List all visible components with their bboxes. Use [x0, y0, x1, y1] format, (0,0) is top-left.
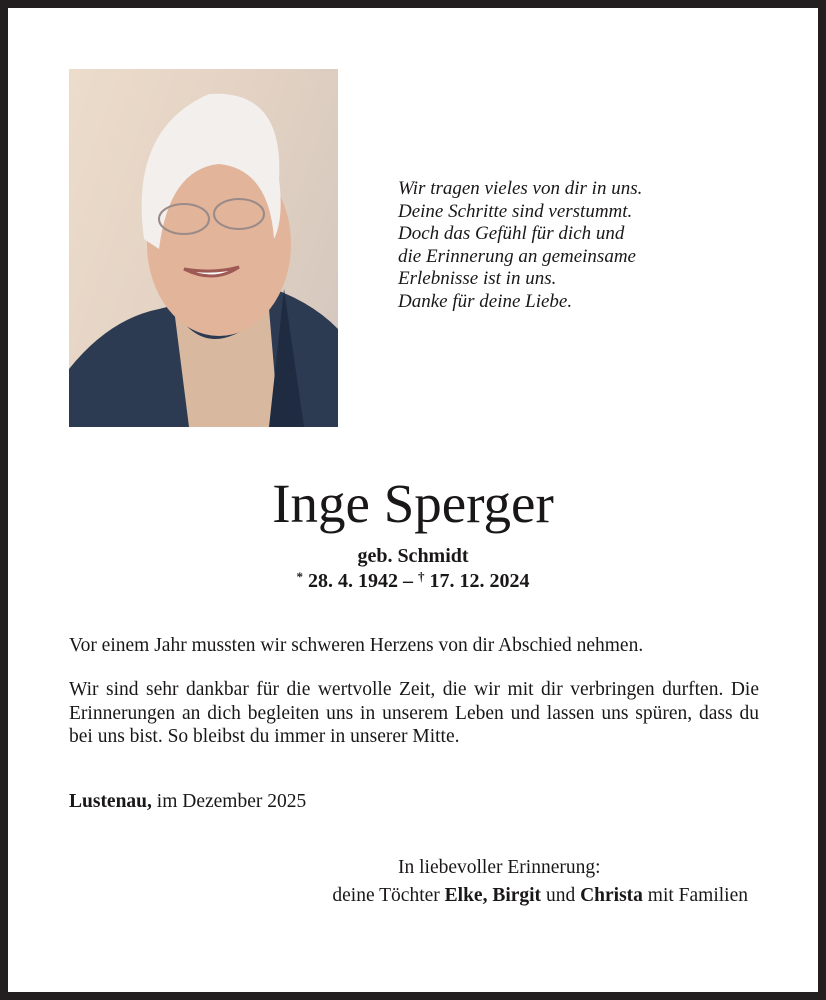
death-date: 17. 12. 2024	[429, 570, 530, 592]
poem-line: Deine Schritte sind verstummt.	[398, 200, 633, 222]
poem-line: Doch das Gefühl für dich und	[398, 223, 625, 244]
deceased-name: Inge Sperger	[272, 473, 554, 534]
date-text: im Dezember 2025	[151, 791, 307, 812]
maiden-name: geb. Schmidt	[357, 545, 469, 567]
paragraph: Wir sind sehr dankbar für die wertvolle Zeit, die wir mit dir verbringen durften. Die Erinnerungen an dich begleiten uns in unserem Leben und lassen uns spüren, dass du bei uns bist. So bleibst du immer in unserer Mitte.	[69, 679, 759, 747]
family-suffix: mit Familien	[642, 885, 748, 906]
date-dash: –	[398, 570, 418, 592]
place-date	[69, 791, 306, 813]
family-line	[332, 885, 748, 907]
obituary-page	[8, 8, 818, 992]
family-name: Christa	[580, 885, 643, 906]
poem	[398, 178, 642, 313]
poem-line: Erlebnisse ist in uns.	[398, 268, 557, 289]
poem-line: die Erinnerung an gemeinsame	[398, 245, 636, 267]
family-and: und	[541, 885, 581, 906]
birth-symbol: *	[296, 569, 303, 584]
memory-line: In liebevoller Erinnerung:	[398, 857, 601, 878]
poem-line: Wir tragen vieles von dir in uns.	[398, 178, 643, 199]
birth-date: 28. 4. 1942	[308, 570, 398, 592]
poem-line: Danke für deine Liebe.	[398, 290, 573, 312]
place: Lustenau,	[69, 791, 152, 812]
family-prefix: deine Töchter	[332, 885, 445, 906]
death-symbol: †	[418, 569, 425, 584]
paragraph: Vor einem Jahr mussten wir schweren Herzens von dir Abschied nehmen.	[69, 635, 644, 656]
life-dates	[8, 569, 818, 593]
family-names: Elke, Birgit	[444, 885, 542, 906]
portrait-photo	[69, 69, 338, 427]
